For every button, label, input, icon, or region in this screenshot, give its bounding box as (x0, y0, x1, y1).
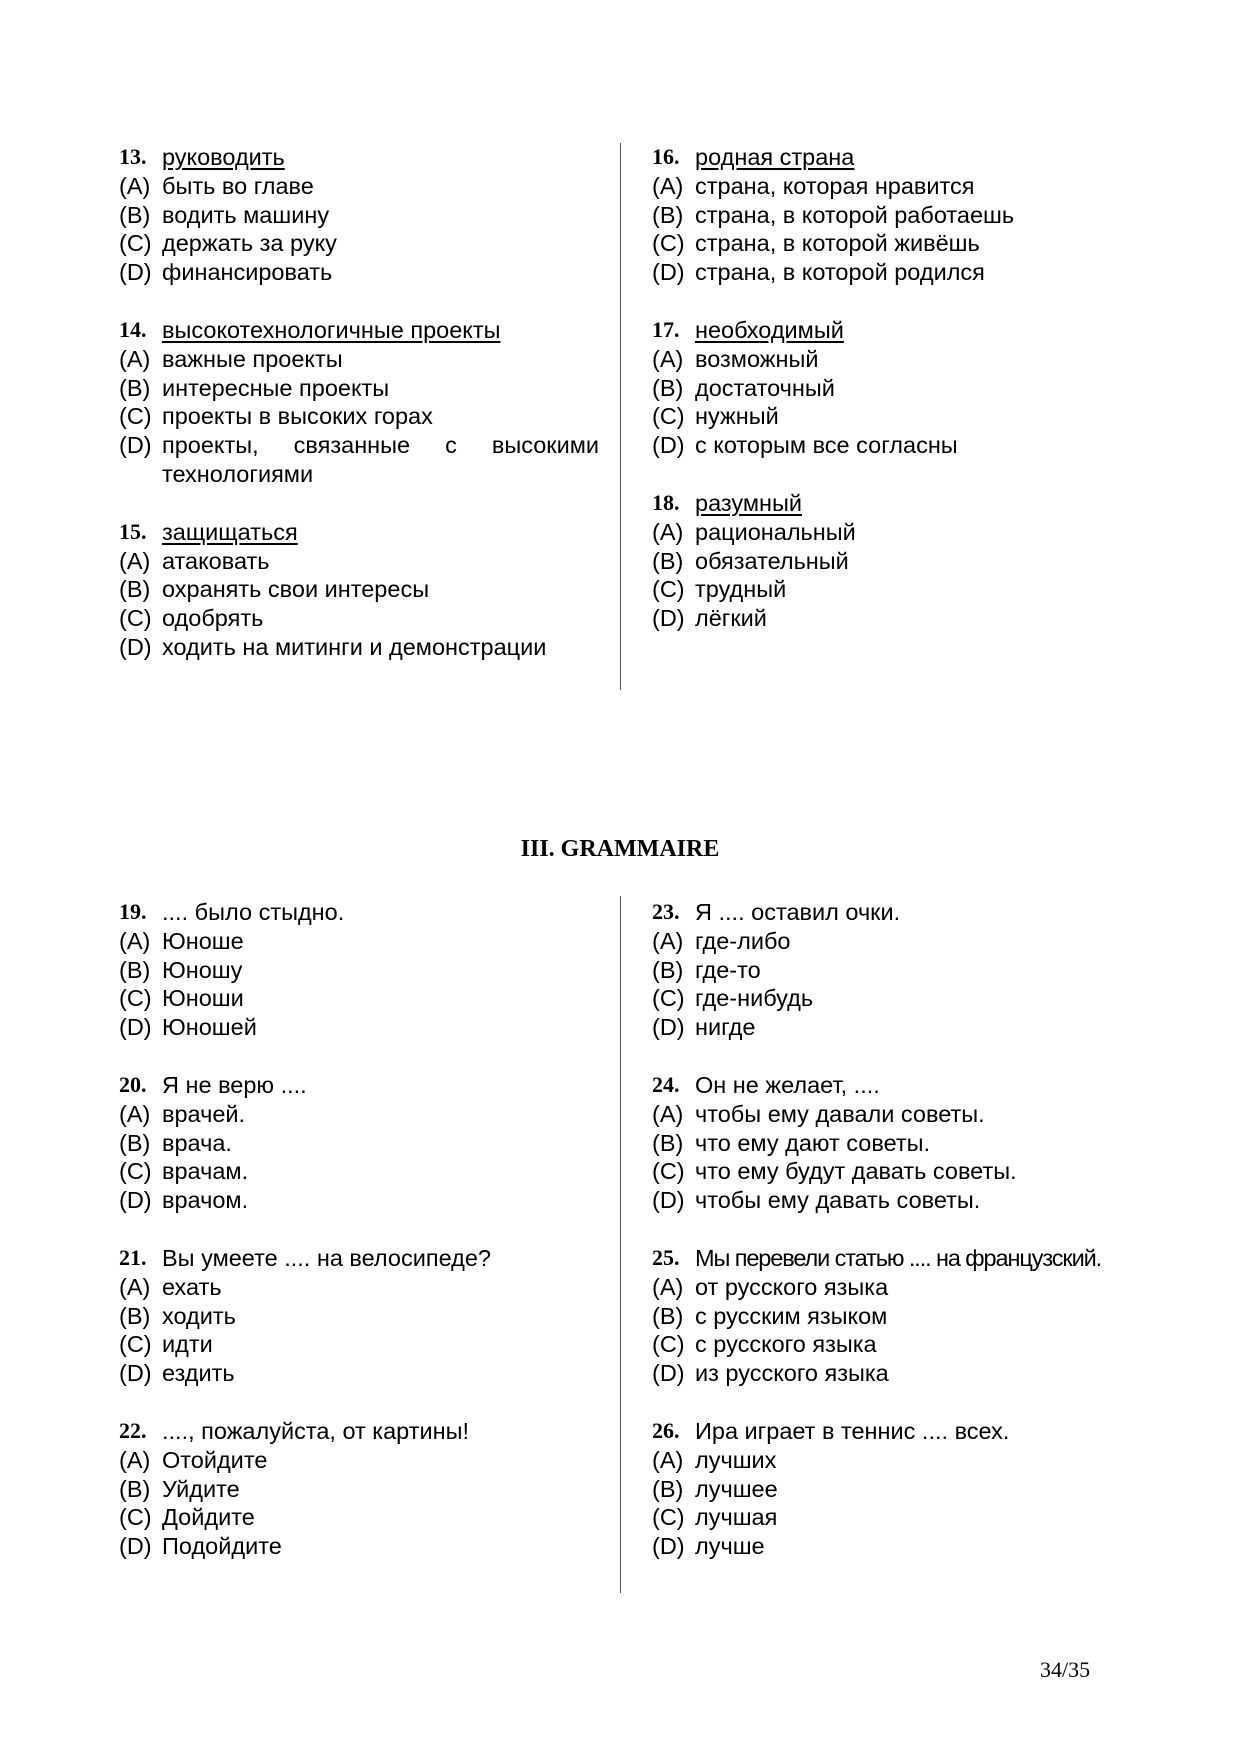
option-letter: (B) (652, 547, 684, 574)
question-stem: разумный (695, 489, 803, 516)
option-letter: (A) (119, 927, 151, 954)
option-c[interactable] (119, 604, 599, 633)
option-text: обязательный (695, 547, 849, 574)
option-b[interactable] (119, 374, 599, 403)
option-b[interactable] (119, 1129, 599, 1158)
question-number: 21. (119, 1244, 147, 1270)
option-text: страна, которая нравится (695, 172, 975, 199)
question-stem: Я .... оставил очки. (695, 899, 901, 925)
option-letter: (B) (119, 1302, 151, 1329)
option-letter: (D) (119, 1533, 152, 1560)
question-15 (119, 518, 599, 662)
question-stem: Я не верю .... (162, 1071, 307, 1098)
question-number: 17. (652, 316, 680, 342)
option-letter: (C) (652, 230, 685, 257)
option-d[interactable] (119, 258, 599, 287)
option-letter: (D) (119, 259, 152, 286)
option-letter: (C) (652, 1158, 685, 1185)
option-c[interactable] (119, 984, 599, 1013)
option-b[interactable] (652, 374, 1152, 403)
column-divider (620, 896, 621, 1593)
option-text: Юношу (162, 956, 243, 983)
option-text: лёгкий (695, 605, 767, 632)
option-text: с русского языка (695, 1331, 877, 1358)
option-d[interactable] (119, 1186, 599, 1215)
option-text: где-нибудь (695, 985, 814, 1012)
option-letter: (B) (119, 1129, 151, 1156)
option-text: нужный (695, 403, 779, 430)
option-text: интересные проекты (162, 374, 390, 401)
option-letter: (C) (119, 1331, 152, 1358)
question-13 (119, 143, 599, 287)
option-c[interactable] (652, 1157, 1152, 1186)
option-text: водить машину (162, 201, 330, 228)
option-text: возможный (695, 345, 819, 372)
option-text: Юноше (162, 927, 244, 954)
question-stem: Ира играет в теннис .... всех. (695, 1417, 1010, 1444)
section-title: III. GRAMMAIRE (520, 836, 720, 862)
option-d[interactable] (652, 1359, 1152, 1388)
column-divider (620, 143, 621, 690)
option-text: врача. (162, 1129, 232, 1156)
option-c[interactable] (119, 402, 599, 431)
question-stem: Мы перевели статью .... на французский. (695, 1244, 1102, 1271)
option-letter: (C) (652, 403, 685, 430)
question-number: 26. (652, 1417, 680, 1443)
question-14 (119, 316, 599, 489)
option-b[interactable] (652, 547, 1152, 576)
option-letter: (D) (652, 432, 685, 459)
option-b[interactable] (652, 1475, 1152, 1504)
option-a[interactable] (652, 345, 1152, 374)
option-a[interactable] (119, 547, 599, 576)
option-letter: (D) (652, 1187, 685, 1214)
option-letter: (A) (119, 1446, 151, 1473)
option-text: проекты, связанные с высокими технологиями (162, 432, 599, 487)
grammar-left-column (119, 898, 599, 1590)
option-a[interactable] (652, 927, 1152, 956)
option-d[interactable] (119, 1359, 599, 1388)
option-c[interactable] (119, 1330, 599, 1359)
question-number: 19. (119, 899, 147, 924)
option-text: Уйдите (162, 1475, 240, 1502)
option-text: лучших (695, 1446, 777, 1473)
option-a[interactable] (119, 1273, 599, 1302)
option-d[interactable] (652, 1532, 1152, 1561)
option-letter: (B) (119, 576, 151, 603)
option-letter: (D) (652, 1360, 685, 1387)
question-21 (119, 1244, 599, 1388)
option-c[interactable] (119, 1503, 599, 1532)
option-d[interactable] (652, 431, 1152, 460)
grammar-right-column (652, 898, 1152, 1590)
option-a[interactable] (119, 1100, 599, 1129)
option-text: ездить (162, 1360, 235, 1387)
option-letter: (C) (119, 1158, 152, 1185)
option-letter: (D) (119, 633, 152, 660)
option-a[interactable] (652, 1446, 1152, 1475)
option-letter: (D) (652, 605, 685, 632)
option-text: с которым все согласны (695, 432, 958, 459)
option-b[interactable] (652, 1302, 1152, 1331)
option-letter: (C) (652, 1331, 685, 1358)
vocab-left-column (119, 143, 599, 691)
option-letter: (A) (652, 1446, 684, 1473)
option-d[interactable] (652, 258, 1152, 287)
option-letter: (A) (119, 345, 151, 372)
option-letter: (B) (652, 1475, 684, 1502)
option-letter: (C) (652, 1504, 685, 1531)
option-text: проекты в высоких горах (162, 403, 433, 430)
option-a[interactable] (652, 1100, 1152, 1129)
option-c[interactable] (652, 229, 1152, 258)
option-text: страна, в которой родился (695, 259, 985, 286)
option-letter: (A) (652, 172, 684, 199)
option-text: одобрять (162, 605, 264, 632)
vocab-right-column (652, 143, 1152, 662)
option-letter: (B) (119, 956, 151, 983)
option-text: из русского языка (695, 1360, 889, 1387)
question-number: 18. (652, 489, 680, 515)
question-17 (652, 316, 1152, 460)
option-a[interactable] (119, 1446, 599, 1475)
question-number: 20. (119, 1071, 147, 1097)
question-number: 25. (652, 1244, 680, 1270)
option-letter: (B) (652, 1129, 684, 1156)
option-text: врачом. (162, 1187, 249, 1214)
question-stem: Он не желает, .... (695, 1071, 880, 1098)
option-text: где-либо (695, 927, 791, 954)
option-b[interactable] (119, 201, 599, 230)
question-number: 23. (652, 899, 680, 924)
option-text: рациональный (695, 518, 856, 545)
option-text: важные проекты (162, 345, 343, 372)
option-letter: (C) (652, 576, 685, 603)
option-text: ехать (162, 1273, 222, 1300)
option-b[interactable] (652, 956, 1152, 985)
option-b[interactable] (119, 575, 599, 604)
option-text: что ему дают советы. (695, 1129, 931, 1156)
option-a[interactable] (652, 518, 1152, 547)
option-text: идти (162, 1331, 213, 1358)
option-text: атаковать (162, 547, 270, 574)
option-d[interactable] (119, 1013, 599, 1042)
question-stem: ...., пожалуйста, от картины! (162, 1417, 470, 1444)
option-text: лучшее (695, 1475, 778, 1502)
option-letter: (B) (119, 374, 151, 401)
option-d[interactable] (119, 633, 599, 662)
question-stem: Вы умеете .... на велосипеде? (162, 1244, 491, 1271)
option-a[interactable] (652, 172, 1152, 201)
option-letter: (B) (652, 374, 684, 401)
question-number: 16. (652, 144, 680, 169)
option-text: трудный (695, 576, 787, 603)
option-b[interactable] (652, 201, 1152, 230)
option-text: врачам. (162, 1158, 249, 1185)
question-stem: руководить (162, 144, 285, 170)
option-c[interactable] (652, 1503, 1152, 1532)
option-text: лучшая (695, 1504, 778, 1531)
option-letter: (D) (119, 1360, 152, 1387)
option-letter: (C) (119, 230, 152, 257)
option-letter: (A) (119, 172, 151, 199)
option-text: чтобы ему давать советы. (695, 1187, 981, 1214)
option-text: держать за руку (162, 230, 337, 257)
option-d[interactable] (119, 1532, 599, 1561)
option-a[interactable] (119, 345, 599, 374)
option-text: ходить на митинги и демонстрации (162, 633, 547, 660)
option-c[interactable] (119, 229, 599, 258)
option-a[interactable] (652, 1273, 1152, 1302)
option-text: быть во главе (162, 172, 314, 199)
option-c[interactable] (652, 1330, 1152, 1359)
page-number: 34/35 (1040, 1657, 1091, 1682)
option-text: где-то (695, 956, 761, 983)
option-d[interactable] (119, 431, 599, 489)
option-letter: (A) (119, 547, 151, 574)
option-letter: (D) (119, 1187, 152, 1214)
option-letter: (C) (652, 985, 685, 1012)
option-letter: (A) (119, 1273, 151, 1300)
option-letter: (A) (652, 518, 684, 545)
option-text: страна, в которой работаешь (695, 201, 1015, 228)
question-20 (119, 1071, 599, 1215)
option-letter: (C) (119, 605, 152, 632)
question-number: 14. (119, 316, 147, 342)
option-d[interactable] (652, 1013, 1152, 1042)
option-letter: (A) (652, 927, 684, 954)
question-stem: высокотехнологичные проекты (162, 316, 501, 343)
option-letter: (C) (119, 985, 152, 1012)
question-number: 13. (119, 144, 147, 169)
option-letter: (D) (119, 1014, 152, 1041)
option-letter: (A) (652, 1273, 684, 1300)
question-stem: защищаться (162, 518, 298, 545)
option-letter: (D) (652, 1533, 685, 1560)
question-stem: необходимый (695, 316, 844, 343)
option-text: финансировать (162, 259, 333, 286)
option-text: с русским языком (695, 1302, 888, 1329)
option-letter: (A) (119, 1100, 151, 1127)
option-a[interactable] (119, 927, 599, 956)
option-text: достаточный (695, 374, 835, 401)
question-24 (652, 1071, 1152, 1215)
question-number: 15. (119, 518, 147, 544)
question-stem: родная страна (695, 144, 855, 170)
question-16 (652, 143, 1152, 287)
option-text: от русского языка (695, 1273, 889, 1300)
option-text: нигде (695, 1014, 756, 1041)
question-26 (652, 1417, 1152, 1561)
option-text: чтобы ему давали советы. (695, 1100, 985, 1127)
option-c[interactable] (119, 1157, 599, 1186)
option-b[interactable] (119, 1475, 599, 1504)
question-19 (119, 898, 599, 1042)
option-text: Юноши (162, 985, 244, 1012)
option-text: врачей. (162, 1100, 246, 1127)
option-c[interactable] (652, 984, 1152, 1013)
option-text: Отойдите (162, 1446, 268, 1473)
option-letter: (B) (119, 1475, 151, 1502)
option-b[interactable] (652, 1129, 1152, 1158)
option-letter: (B) (652, 956, 684, 983)
option-c[interactable] (652, 402, 1152, 431)
question-stem: .... было стыдно. (162, 899, 345, 925)
option-text: Юношей (162, 1014, 257, 1041)
option-text: Подойдите (162, 1533, 282, 1560)
option-letter: (C) (119, 1504, 152, 1531)
question-number: 22. (119, 1417, 147, 1443)
option-letter: (A) (652, 345, 684, 372)
option-letter: (B) (119, 201, 151, 228)
option-text: охранять свои интересы (162, 576, 430, 603)
option-d[interactable] (652, 1186, 1152, 1215)
option-text: лучше (695, 1533, 765, 1560)
option-b[interactable] (119, 956, 599, 985)
option-letter: (A) (652, 1100, 684, 1127)
option-d[interactable] (652, 604, 1152, 633)
question-23 (652, 898, 1152, 1042)
question-25 (652, 1244, 1152, 1388)
option-letter: (B) (652, 1302, 684, 1329)
option-b[interactable] (119, 1302, 599, 1331)
option-letter: (B) (652, 201, 684, 228)
option-letter: (D) (652, 259, 685, 286)
option-a[interactable] (119, 172, 599, 201)
question-18 (652, 489, 1152, 633)
question-22 (119, 1417, 599, 1561)
option-letter: (D) (652, 1014, 685, 1041)
option-text: страна, в которой живёшь (695, 230, 980, 257)
option-text: Дойдите (162, 1504, 255, 1531)
option-letter: (C) (119, 403, 152, 430)
option-text: что ему будут давать советы. (695, 1158, 1017, 1185)
option-c[interactable] (652, 575, 1152, 604)
question-number: 24. (652, 1071, 680, 1097)
option-letter: (D) (119, 432, 152, 459)
option-text: ходить (162, 1302, 236, 1329)
